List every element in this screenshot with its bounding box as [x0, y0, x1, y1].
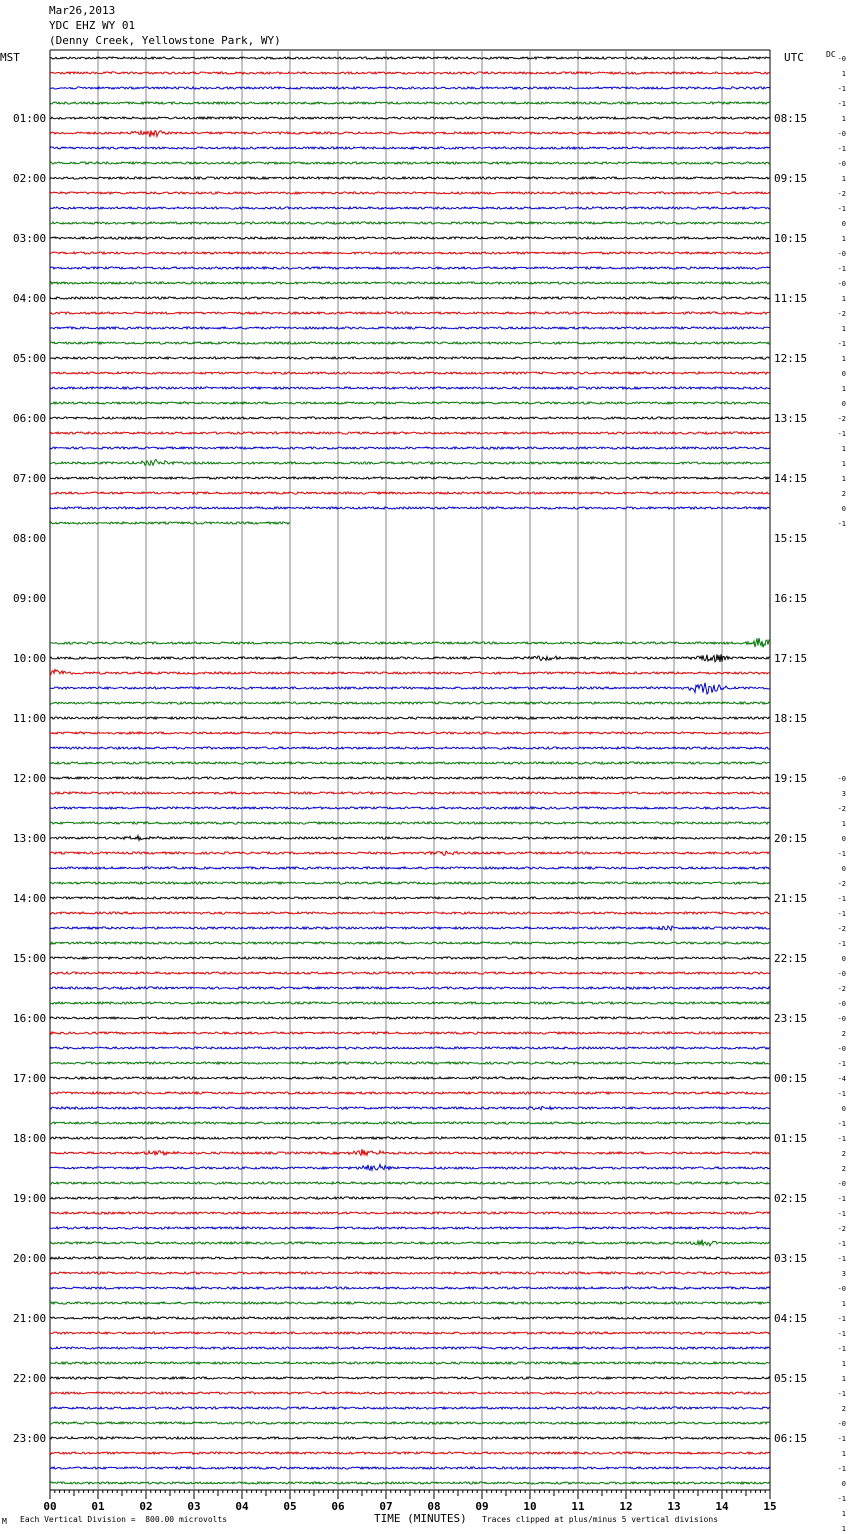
seismic-trace — [50, 207, 770, 209]
utc-hour-label: 09:15 — [774, 172, 808, 185]
utc-hour-label: 08:15 — [774, 112, 808, 125]
location-label: (Denny Creek, Yellowstone Park, WY) — [49, 34, 281, 47]
dc-offset-label: -2 — [837, 985, 846, 993]
seismic-trace — [50, 492, 770, 494]
mst-hour-label: 21:00 — [13, 1312, 47, 1325]
seismic-trace — [50, 1407, 770, 1409]
seismic-trace — [50, 792, 770, 794]
dc-offset-label: -1 — [837, 1120, 846, 1128]
seismic-trace — [50, 654, 770, 662]
seismic-trace — [50, 1437, 770, 1439]
dc-offset-label: -1 — [837, 265, 846, 273]
seismic-trace — [50, 1272, 770, 1274]
seismic-trace — [50, 1149, 770, 1155]
mst-hour-label: 17:00 — [13, 1072, 47, 1085]
seismic-trace — [50, 147, 770, 149]
dc-offset-label: 1 — [841, 295, 846, 303]
seismic-trace — [50, 1257, 770, 1259]
dc-offset-label: 1 — [841, 475, 846, 483]
dc-offset-label: -0 — [837, 1285, 846, 1293]
utc-hour-label: 05:15 — [774, 1372, 808, 1385]
seismic-trace — [50, 1287, 770, 1289]
seismic-trace — [50, 417, 770, 419]
seismic-trace — [50, 72, 770, 74]
seismic-trace — [50, 357, 770, 359]
mst-hour-label: 09:00 — [13, 592, 47, 605]
dc-offset-label: 0 — [841, 835, 846, 843]
dc-offset-label: 1 — [841, 70, 846, 78]
scale-note: Each Vertical Division = 800.00 microvolts — [20, 1515, 228, 1524]
seismic-trace — [50, 702, 770, 704]
dc-offset-label: -0 — [837, 160, 846, 168]
dc-offset-label: 1 — [841, 175, 846, 183]
seismic-trace — [50, 638, 770, 647]
seismic-trace — [50, 732, 770, 734]
dc-offset-label: -1 — [837, 1210, 846, 1218]
mst-hour-label: 04:00 — [13, 292, 47, 305]
x-tick-label: 04 — [235, 1500, 249, 1513]
dc-offset-label: 1 — [841, 1525, 846, 1533]
seismic-trace — [50, 747, 770, 749]
seismic-trace — [50, 882, 770, 884]
x-tick-label: 11 — [571, 1500, 585, 1513]
mst-hour-label: 20:00 — [13, 1252, 47, 1265]
x-tick-label: 03 — [187, 1500, 201, 1513]
mst-hour-label: 18:00 — [13, 1132, 47, 1145]
mst-hour-label: 12:00 — [13, 772, 47, 785]
dc-offset-label: -1 — [837, 520, 846, 528]
mst-hour-label: 02:00 — [13, 172, 47, 185]
dc-offset-label: -1 — [837, 1240, 846, 1248]
dc-offset-label: 0 — [841, 1105, 846, 1113]
clip-note: Traces clipped at plus/minus 5 vertical divisions — [482, 1515, 719, 1524]
utc-hour-label: 22:15 — [774, 952, 808, 965]
dc-offset-label: 1 — [841, 1375, 846, 1383]
dc-offset-label: -1 — [837, 205, 846, 213]
x-tick-label: 05 — [283, 1500, 297, 1513]
dc-offset-label: -1 — [837, 1135, 846, 1143]
seismic-trace — [50, 130, 770, 137]
dc-offset-label: -1 — [837, 145, 846, 153]
utc-axis-label: UTC — [784, 51, 804, 64]
seismic-trace — [50, 987, 770, 989]
x-tick-label: 06 — [331, 1500, 345, 1513]
seismic-trace — [50, 897, 770, 899]
dc-offset-label: -0 — [837, 130, 846, 138]
dc-offset-label: -0 — [837, 1000, 846, 1008]
seismic-trace — [50, 402, 770, 404]
dc-offset-label: -0 — [837, 1420, 846, 1428]
seismic-trace — [50, 867, 770, 869]
dc-offset-label: -0 — [837, 970, 846, 978]
utc-hour-label: 00:15 — [774, 1072, 808, 1085]
seismic-trace — [50, 312, 770, 314]
dc-offset-label: -2 — [837, 1225, 846, 1233]
utc-hour-label: 19:15 — [774, 772, 808, 785]
dc-offset-label: -2 — [837, 310, 846, 318]
utc-hour-label: 17:15 — [774, 652, 808, 665]
dc-offset-label: -1 — [837, 895, 846, 903]
seismic-trace — [50, 1240, 770, 1246]
dc-offset-label: -1 — [837, 85, 846, 93]
mst-hour-label: 08:00 — [13, 532, 47, 545]
dc-offset-label: 1 — [841, 1510, 846, 1518]
seismic-trace — [50, 522, 290, 524]
seismic-trace — [50, 972, 770, 974]
seismic-trace — [50, 57, 770, 59]
dc-offset-label: -1 — [837, 1465, 846, 1473]
seismic-trace — [50, 1452, 770, 1454]
seismic-trace — [50, 926, 770, 930]
utc-hour-label: 14:15 — [774, 472, 808, 485]
seismic-trace — [50, 777, 770, 779]
dc-offset-label: -0 — [837, 1045, 846, 1053]
dc-offset-label: 1 — [841, 355, 846, 363]
x-tick-label: 00 — [43, 1500, 57, 1513]
seismic-trace — [50, 1212, 770, 1214]
seismic-trace — [50, 762, 770, 764]
mst-hour-label: 22:00 — [13, 1372, 47, 1385]
dc-offset-label: 0 — [841, 370, 846, 378]
seismic-trace — [50, 807, 770, 809]
dc-offset-label: -1 — [837, 1330, 846, 1338]
seismic-trace — [50, 1197, 770, 1199]
seismic-trace — [50, 1092, 770, 1094]
dc-offset-label: -1 — [837, 940, 846, 948]
seismic-trace — [50, 117, 770, 119]
utc-hour-label: 13:15 — [774, 412, 808, 425]
x-tick-label: 15 — [763, 1500, 777, 1513]
dc-offset-label: 2 — [841, 1165, 846, 1173]
seismic-trace — [50, 683, 770, 694]
dc-offset-label: 1 — [841, 1360, 846, 1368]
dc-offset-label: -0 — [837, 55, 846, 63]
dc-offset-label: 2 — [841, 1030, 846, 1038]
seismic-trace — [50, 387, 770, 389]
dc-offset-label: -1 — [837, 1435, 846, 1443]
seismic-trace — [50, 1347, 770, 1349]
seismic-trace — [50, 327, 770, 329]
mst-hour-label: 23:00 — [13, 1432, 47, 1445]
seismic-trace — [50, 177, 770, 179]
seismic-trace — [50, 1077, 770, 1079]
dc-offset-label: 1 — [841, 1450, 846, 1458]
seismic-trace — [50, 297, 770, 299]
x-tick-label: 09 — [475, 1500, 489, 1513]
dc-offset-label: -1 — [837, 100, 846, 108]
utc-hour-label: 10:15 — [774, 232, 808, 245]
dc-offset-label: -1 — [837, 1195, 846, 1203]
mst-hour-label: 13:00 — [13, 832, 47, 845]
mst-hour-label: 03:00 — [13, 232, 47, 245]
seismic-trace — [50, 102, 770, 104]
seismic-trace — [50, 1467, 770, 1469]
seismic-trace — [50, 1137, 770, 1139]
utc-hour-label: 04:15 — [774, 1312, 808, 1325]
seismic-trace — [50, 447, 770, 449]
dc-offset-label: -2 — [837, 805, 846, 813]
dc-offset-label: 3 — [841, 790, 846, 798]
seismic-trace — [50, 192, 770, 194]
seismic-trace — [50, 342, 770, 344]
seismic-trace — [50, 822, 770, 824]
utc-hour-label: 11:15 — [774, 292, 808, 305]
utc-hour-label: 18:15 — [774, 712, 808, 725]
seismic-trace — [50, 942, 770, 944]
dc-offset-label: 0 — [841, 955, 846, 963]
seismic-trace — [50, 372, 770, 374]
dc-offset-label: -1 — [837, 430, 846, 438]
x-tick-label: 13 — [667, 1500, 681, 1513]
mst-axis-label: MST — [0, 51, 20, 64]
mst-hour-label: 10:00 — [13, 652, 47, 665]
dc-offset-label: 3 — [841, 1270, 846, 1278]
dc-offset-label: -1 — [837, 850, 846, 858]
dc-offset-label: 1 — [841, 115, 846, 123]
mst-hour-label: 05:00 — [13, 352, 47, 365]
utc-hour-label: 20:15 — [774, 832, 808, 845]
seismic-trace — [50, 717, 770, 719]
utc-hour-label: 21:15 — [774, 892, 808, 905]
x-tick-label: 12 — [619, 1500, 633, 1513]
dc-offset-label: 2 — [841, 1150, 846, 1158]
dc-offset-label: -0 — [837, 1180, 846, 1188]
seismic-trace — [50, 1182, 770, 1184]
dc-offset-label: 2 — [841, 1405, 846, 1413]
dc-offset-label: -2 — [837, 190, 846, 198]
utc-hour-label: 06:15 — [774, 1432, 808, 1445]
utc-hour-label: 02:15 — [774, 1192, 808, 1205]
dc-offset-label: -1 — [837, 1495, 846, 1503]
dc-offset-label: -2 — [837, 880, 846, 888]
seismic-trace — [50, 1047, 770, 1049]
seismic-trace — [50, 432, 770, 434]
seismic-trace — [50, 162, 770, 164]
seismic-trace — [50, 670, 770, 677]
mst-hour-label: 11:00 — [13, 712, 47, 725]
dc-offset-label: -1 — [837, 1060, 846, 1068]
utc-hour-label: 03:15 — [774, 1252, 808, 1265]
dc-offset-label: 1 — [841, 820, 846, 828]
seismic-trace — [50, 477, 770, 479]
dc-offset-label: -1 — [837, 910, 846, 918]
seismic-trace — [50, 1032, 770, 1034]
dc-offset-label: 1 — [841, 460, 846, 468]
utc-hour-label: 15:15 — [774, 532, 808, 545]
seismic-trace — [50, 507, 770, 509]
mst-hour-label: 16:00 — [13, 1012, 47, 1025]
seismic-trace — [50, 1392, 770, 1394]
seismic-trace — [50, 87, 770, 89]
dc-offset-label: 0 — [841, 1480, 846, 1488]
dc-offset-label: -1 — [837, 1090, 846, 1098]
dc-offset-label: 0 — [841, 220, 846, 228]
mst-hour-label: 19:00 — [13, 1192, 47, 1205]
dc-offset-label: -0 — [837, 1015, 846, 1023]
seismic-trace — [50, 1062, 770, 1064]
mst-hour-label: 15:00 — [13, 952, 47, 965]
dc-offset-label: 1 — [841, 235, 846, 243]
dc-offset-label: -0 — [837, 775, 846, 783]
utc-hour-label: 01:15 — [774, 1132, 808, 1145]
dc-offset-label: -2 — [837, 415, 846, 423]
dc-offset-label: -1 — [837, 340, 846, 348]
dc-offset-label: 0 — [841, 400, 846, 408]
x-axis-title: TIME (MINUTES) — [374, 1512, 467, 1525]
seismic-trace — [50, 1377, 770, 1379]
seismic-trace — [50, 1422, 770, 1424]
dc-offset-label: -1 — [837, 1255, 846, 1263]
seismic-trace — [50, 1122, 770, 1124]
date-label: Mar26,2013 — [49, 4, 116, 17]
mst-hour-label: 07:00 — [13, 472, 47, 485]
seismic-trace — [50, 252, 770, 254]
seismic-trace — [50, 1317, 770, 1319]
station-label: YDC EHZ WY 01 — [49, 19, 136, 32]
dc-offset-label: -0 — [837, 280, 846, 288]
seismic-trace — [50, 1017, 770, 1019]
seismic-trace — [50, 1482, 770, 1484]
utc-hour-label: 12:15 — [774, 352, 808, 365]
x-tick-label: 07 — [379, 1500, 393, 1513]
seismic-trace — [50, 912, 770, 914]
x-tick-label: 08 — [427, 1500, 441, 1513]
dc-offset-label: -1 — [837, 1390, 846, 1398]
seismic-trace — [50, 957, 770, 959]
utc-hour-label: 23:15 — [774, 1012, 808, 1025]
x-tick-label: 02 — [139, 1500, 153, 1513]
seismic-trace — [50, 1002, 770, 1004]
seismic-trace — [50, 1362, 770, 1364]
corner-mark: M — [2, 1517, 7, 1526]
seismic-trace — [50, 1164, 770, 1170]
seismic-trace — [50, 1227, 770, 1229]
utc-hour-label: 16:15 — [774, 592, 808, 605]
x-tick-label: 01 — [91, 1500, 105, 1513]
seismic-trace — [50, 1106, 770, 1109]
dc-offset-label: 1 — [841, 325, 846, 333]
dc-offset-label: 2 — [841, 490, 846, 498]
seismic-trace — [50, 1302, 770, 1304]
dc-offset-label: -1 — [837, 1315, 846, 1323]
mst-hour-label: 06:00 — [13, 412, 47, 425]
seismic-trace — [50, 222, 770, 224]
seismic-trace — [50, 237, 770, 239]
x-tick-label: 14 — [715, 1500, 729, 1513]
dc-offset-label: -1 — [837, 1345, 846, 1353]
dc-offset-label: -0 — [837, 250, 846, 258]
dc-offset-label: 1 — [841, 445, 846, 453]
dc-label: DC — [826, 50, 836, 59]
seismic-trace — [50, 282, 770, 284]
dc-offset-label: 1 — [841, 385, 846, 393]
dc-offset-label: -4 — [837, 1075, 846, 1083]
mst-hour-label: 14:00 — [13, 892, 47, 905]
dc-offset-label: 1 — [841, 1300, 846, 1308]
dc-offset-label: -2 — [837, 925, 846, 933]
dc-offset-label: 0 — [841, 505, 846, 513]
seismic-trace — [50, 851, 770, 855]
x-tick-label: 10 — [523, 1500, 537, 1513]
mst-hour-label: 01:00 — [13, 112, 47, 125]
dc-offset-label: 0 — [841, 865, 846, 873]
seismic-trace — [50, 836, 770, 841]
seismic-trace — [50, 460, 770, 466]
seismic-trace — [50, 1332, 770, 1334]
seismic-trace — [50, 267, 770, 269]
